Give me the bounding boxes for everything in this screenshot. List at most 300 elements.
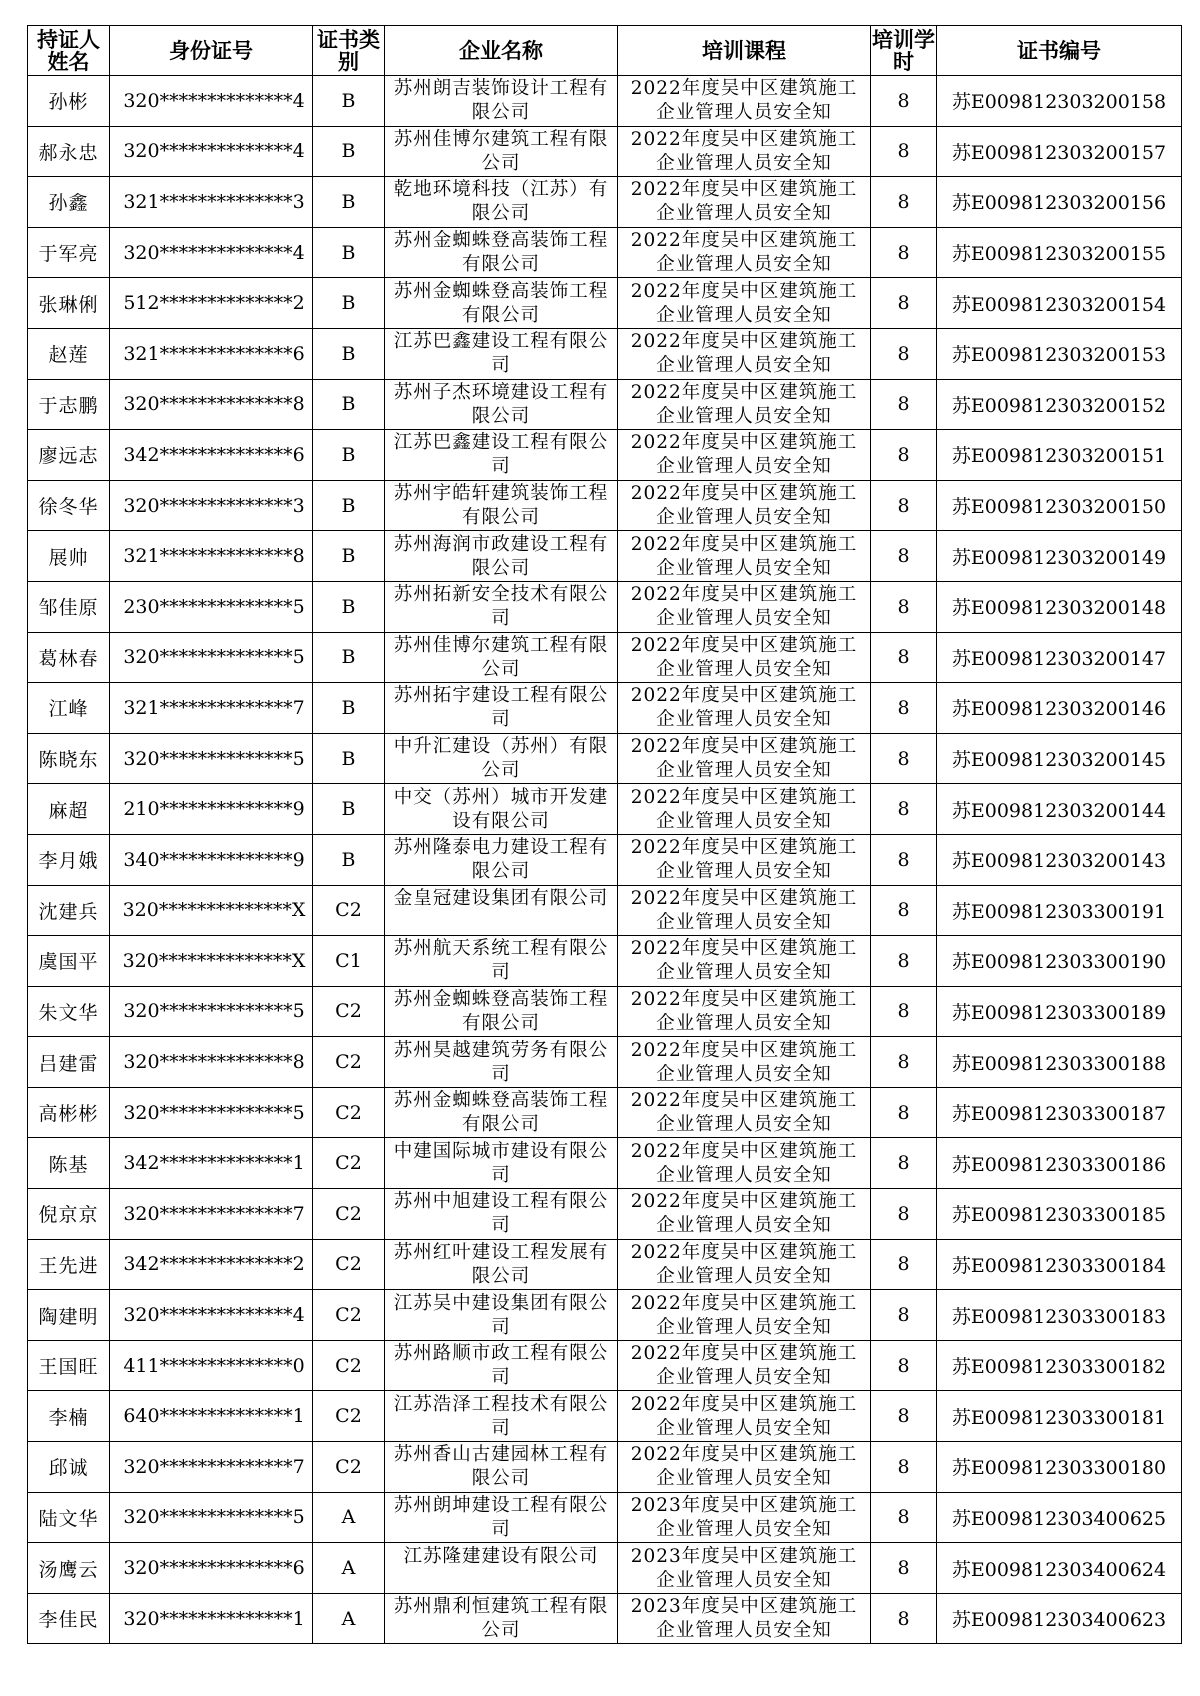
company-cell-text: 苏州朗吉装饰设计工程有限公司 bbox=[393, 78, 609, 124]
holder-name-cell: 李楠 bbox=[28, 1391, 110, 1442]
id-number-cell: 320**************4 bbox=[110, 227, 313, 278]
table-row bbox=[28, 379, 1182, 430]
hours-cell: 8 bbox=[871, 1442, 937, 1493]
course-cell bbox=[618, 1290, 871, 1341]
course-cell-text: 2022年度吴中区建筑施工企业管理人员安全知 bbox=[630, 1039, 858, 1085]
company-cell-text: 苏州拓宇建设工程有限公司 bbox=[393, 685, 609, 731]
cert-number-cell: 苏E009812303200153 bbox=[937, 328, 1182, 379]
table-row bbox=[28, 581, 1182, 632]
cert-type-cell: C2 bbox=[313, 1442, 385, 1493]
company-cell-text: 苏州子杰环境建设工程有限公司 bbox=[393, 381, 609, 427]
cert-number-cell: 苏E009812303400623 bbox=[937, 1593, 1182, 1644]
company-cell bbox=[385, 531, 618, 582]
cert-number-cell: 苏E009812303200149 bbox=[937, 531, 1182, 582]
holder-name-cell: 李月娥 bbox=[28, 834, 110, 885]
table-row bbox=[28, 1492, 1182, 1543]
id-number-cell: 640**************1 bbox=[110, 1391, 313, 1442]
company-cell-text: 苏州金蜘蛛登高装饰工程有限公司 bbox=[393, 988, 609, 1034]
table-row bbox=[28, 784, 1182, 835]
id-number-cell: 320**************7 bbox=[110, 1442, 313, 1493]
company-cell-text: 乾地环境科技（江苏）有限公司 bbox=[393, 179, 609, 225]
company-cell-text: 江苏吴中建设集团有限公司 bbox=[393, 1292, 609, 1338]
cert-type-cell: B bbox=[313, 834, 385, 885]
table-row bbox=[28, 1239, 1182, 1290]
holder-name-cell: 邱诚 bbox=[28, 1442, 110, 1493]
cert-type-cell: C2 bbox=[313, 1391, 385, 1442]
cert-number-cell: 苏E009812303200154 bbox=[937, 278, 1182, 329]
table-row bbox=[28, 733, 1182, 784]
company-cell bbox=[385, 1087, 618, 1138]
table-row bbox=[28, 1138, 1182, 1189]
id-number-cell: 342**************6 bbox=[110, 430, 313, 481]
hours-cell: 8 bbox=[871, 986, 937, 1037]
course-cell-text: 2022年度吴中区建筑施工企业管理人员安全知 bbox=[630, 179, 858, 225]
course-cell-text: 2022年度吴中区建筑施工企业管理人员安全知 bbox=[630, 1191, 858, 1237]
header-holder-name: 持证人姓名 bbox=[28, 26, 110, 76]
hours-cell: 8 bbox=[871, 328, 937, 379]
id-number-cell: 210**************9 bbox=[110, 784, 313, 835]
certificate-table bbox=[27, 25, 1182, 1644]
course-cell-text: 2022年度吴中区建筑施工企业管理人员安全知 bbox=[630, 887, 858, 933]
cert-type-cell: B bbox=[313, 581, 385, 632]
holder-name-cell: 沈建兵 bbox=[28, 885, 110, 936]
company-cell-text: 中升汇建设（苏州）有限公司 bbox=[393, 736, 609, 782]
header-id-number: 身份证号 bbox=[110, 26, 313, 76]
course-cell bbox=[618, 1442, 871, 1493]
company-cell-text: 苏州鼎利恒建筑工程有限公司 bbox=[393, 1596, 609, 1642]
table-row bbox=[28, 936, 1182, 987]
course-cell bbox=[618, 1189, 871, 1240]
id-number-cell: 320**************7 bbox=[110, 1189, 313, 1240]
holder-name-cell: 麻超 bbox=[28, 784, 110, 835]
course-cell bbox=[618, 76, 871, 127]
company-cell bbox=[385, 1391, 618, 1442]
company-cell bbox=[385, 430, 618, 481]
header-company: 企业名称 bbox=[385, 26, 618, 76]
table-row bbox=[28, 1442, 1182, 1493]
cert-number-cell: 苏E009812303200146 bbox=[937, 683, 1182, 734]
cert-number-cell: 苏E009812303300186 bbox=[937, 1138, 1182, 1189]
course-cell bbox=[618, 885, 871, 936]
course-cell bbox=[618, 126, 871, 177]
hours-cell: 8 bbox=[871, 1290, 937, 1341]
company-cell-text: 中建国际城市建设有限公司 bbox=[393, 1140, 609, 1186]
course-cell-text: 2022年度吴中区建筑施工企业管理人员安全知 bbox=[630, 988, 858, 1034]
company-cell-text: 苏州宇皓轩建筑装饰工程有限公司 bbox=[393, 483, 609, 529]
cert-type-cell: C2 bbox=[313, 1087, 385, 1138]
hours-cell: 8 bbox=[871, 733, 937, 784]
hours-cell: 8 bbox=[871, 1492, 937, 1543]
id-number-cell: 411**************0 bbox=[110, 1340, 313, 1391]
cert-number-cell: 苏E009812303200148 bbox=[937, 581, 1182, 632]
cert-type-cell: A bbox=[313, 1543, 385, 1594]
company-cell bbox=[385, 177, 618, 228]
cert-number-cell: 苏E009812303200157 bbox=[937, 126, 1182, 177]
table-row bbox=[28, 531, 1182, 582]
id-number-cell: 512**************2 bbox=[110, 278, 313, 329]
table-row bbox=[28, 328, 1182, 379]
company-cell bbox=[385, 278, 618, 329]
table-row bbox=[28, 278, 1182, 329]
id-number-cell: 320**************4 bbox=[110, 76, 313, 127]
id-number-cell: 320**************5 bbox=[110, 1087, 313, 1138]
course-cell-text: 2022年度吴中区建筑施工企业管理人员安全知 bbox=[630, 381, 858, 427]
cert-number-cell: 苏E009812303200151 bbox=[937, 430, 1182, 481]
cert-number-cell: 苏E009812303300182 bbox=[937, 1340, 1182, 1391]
cert-type-cell: B bbox=[313, 328, 385, 379]
holder-name-cell: 吕建雷 bbox=[28, 1037, 110, 1088]
course-cell-text: 2022年度吴中区建筑施工企业管理人员安全知 bbox=[630, 128, 858, 174]
holder-name-cell: 陆文华 bbox=[28, 1492, 110, 1543]
company-cell-text: 苏州路顺市政工程有限公司 bbox=[393, 1343, 609, 1389]
holder-name-cell: 廖远志 bbox=[28, 430, 110, 481]
cert-type-cell: C2 bbox=[313, 885, 385, 936]
cert-number-cell: 苏E009812303300181 bbox=[937, 1391, 1182, 1442]
hours-cell: 8 bbox=[871, 480, 937, 531]
company-cell bbox=[385, 986, 618, 1037]
hours-cell: 8 bbox=[871, 177, 937, 228]
cert-number-cell: 苏E009812303300185 bbox=[937, 1189, 1182, 1240]
cert-type-cell: C2 bbox=[313, 986, 385, 1037]
course-cell-text: 2022年度吴中区建筑施工企业管理人员安全知 bbox=[630, 1090, 858, 1136]
company-cell bbox=[385, 1340, 618, 1391]
company-cell-text: 苏州佳博尔建筑工程有限公司 bbox=[393, 128, 609, 174]
cert-type-cell: C2 bbox=[313, 1138, 385, 1189]
hours-cell: 8 bbox=[871, 784, 937, 835]
id-number-cell: 320**************5 bbox=[110, 733, 313, 784]
header-hours: 培训学时 bbox=[872, 27, 935, 74]
table-row bbox=[28, 126, 1182, 177]
course-cell bbox=[618, 1543, 871, 1594]
table-body bbox=[28, 76, 1182, 1644]
id-number-cell: 320**************5 bbox=[110, 632, 313, 683]
id-number-cell: 342**************1 bbox=[110, 1138, 313, 1189]
course-cell bbox=[618, 1239, 871, 1290]
course-cell bbox=[618, 177, 871, 228]
holder-name-cell: 王先进 bbox=[28, 1239, 110, 1290]
holder-name-cell: 陈基 bbox=[28, 1138, 110, 1189]
table-row bbox=[28, 1593, 1182, 1644]
table-row bbox=[28, 1391, 1182, 1442]
id-number-cell: 321**************8 bbox=[110, 531, 313, 582]
holder-name-cell: 赵莲 bbox=[28, 328, 110, 379]
cert-type-cell: B bbox=[313, 278, 385, 329]
hours-cell: 8 bbox=[871, 885, 937, 936]
company-cell-text: 苏州隆泰电力建设工程有限公司 bbox=[393, 837, 609, 883]
holder-name-cell: 孙鑫 bbox=[28, 177, 110, 228]
hours-cell: 8 bbox=[871, 683, 937, 734]
course-cell-text: 2022年度吴中区建筑施工企业管理人员安全知 bbox=[630, 1140, 858, 1186]
id-number-cell: 321**************6 bbox=[110, 328, 313, 379]
cert-number-cell: 苏E009812303200147 bbox=[937, 632, 1182, 683]
cert-number-cell: 苏E009812303200143 bbox=[937, 834, 1182, 885]
hours-cell: 8 bbox=[871, 126, 937, 177]
cert-type-cell: B bbox=[313, 430, 385, 481]
cert-number-cell: 苏E009812303200156 bbox=[937, 177, 1182, 228]
company-cell-text: 苏州金蜘蛛登高装饰工程有限公司 bbox=[393, 230, 609, 276]
id-number-cell: 321**************7 bbox=[110, 683, 313, 734]
id-number-cell: 321**************3 bbox=[110, 177, 313, 228]
cert-number-cell: 苏E009812303400625 bbox=[937, 1492, 1182, 1543]
hours-cell: 8 bbox=[871, 1391, 937, 1442]
hours-cell: 8 bbox=[871, 76, 937, 127]
table-header-row bbox=[28, 26, 1182, 76]
company-cell bbox=[385, 784, 618, 835]
hours-cell: 8 bbox=[871, 1340, 937, 1391]
table-row bbox=[28, 986, 1182, 1037]
course-cell bbox=[618, 1593, 871, 1644]
cert-number-cell: 苏E009812303300189 bbox=[937, 986, 1182, 1037]
course-cell bbox=[618, 1087, 871, 1138]
hours-cell: 8 bbox=[871, 1239, 937, 1290]
course-cell bbox=[618, 1391, 871, 1442]
course-cell-text: 2023年度吴中区建筑施工企业管理人员安全知 bbox=[630, 1494, 858, 1540]
holder-name-cell: 汤鹰云 bbox=[28, 1543, 110, 1594]
course-cell-text: 2022年度吴中区建筑施工企业管理人员安全知 bbox=[630, 483, 858, 529]
cert-number-cell: 苏E009812303400624 bbox=[937, 1543, 1182, 1594]
holder-name-cell: 陶建明 bbox=[28, 1290, 110, 1341]
company-cell bbox=[385, 1442, 618, 1493]
id-number-cell: 320**************3 bbox=[110, 480, 313, 531]
company-cell bbox=[385, 480, 618, 531]
table-row bbox=[28, 834, 1182, 885]
table-row bbox=[28, 177, 1182, 228]
header-cert-type: 证书类别 bbox=[313, 26, 385, 76]
cert-type-cell: B bbox=[313, 76, 385, 127]
holder-name-cell: 江峰 bbox=[28, 683, 110, 734]
course-cell bbox=[618, 531, 871, 582]
company-cell bbox=[385, 683, 618, 734]
holder-name-cell: 倪京京 bbox=[28, 1189, 110, 1240]
cert-type-cell: B bbox=[313, 126, 385, 177]
course-cell-text: 2022年度吴中区建筑施工企业管理人员安全知 bbox=[630, 230, 858, 276]
company-cell-text: 江苏巴鑫建设工程有限公司 bbox=[393, 331, 609, 377]
company-cell-text: 苏州朗坤建设工程有限公司 bbox=[393, 1494, 609, 1540]
id-number-cell: 320**************8 bbox=[110, 379, 313, 430]
company-cell bbox=[385, 1189, 618, 1240]
course-cell-text: 2022年度吴中区建筑施工企业管理人员安全知 bbox=[630, 432, 858, 478]
company-cell bbox=[385, 581, 618, 632]
course-cell-text: 2022年度吴中区建筑施工企业管理人员安全知 bbox=[630, 634, 858, 680]
course-cell-text: 2022年度吴中区建筑施工企业管理人员安全知 bbox=[630, 786, 858, 832]
hours-cell: 8 bbox=[871, 581, 937, 632]
holder-name-cell: 葛林春 bbox=[28, 632, 110, 683]
course-cell-text: 2022年度吴中区建筑施工企业管理人员安全知 bbox=[630, 533, 858, 579]
cert-type-cell: C2 bbox=[313, 1239, 385, 1290]
hours-cell: 8 bbox=[871, 1087, 937, 1138]
cert-type-cell: C1 bbox=[313, 936, 385, 987]
table-row bbox=[28, 1290, 1182, 1341]
cert-number-cell: 苏E009812303300184 bbox=[937, 1239, 1182, 1290]
table-row bbox=[28, 885, 1182, 936]
id-number-cell: 342**************2 bbox=[110, 1239, 313, 1290]
hours-cell: 8 bbox=[871, 227, 937, 278]
hours-cell: 8 bbox=[871, 632, 937, 683]
company-cell-text: 苏州中旭建设工程有限公司 bbox=[393, 1191, 609, 1237]
course-cell-text: 2022年度吴中区建筑施工企业管理人员安全知 bbox=[630, 280, 858, 326]
course-cell-text: 2022年度吴中区建筑施工企业管理人员安全知 bbox=[630, 938, 858, 984]
course-cell-text: 2022年度吴中区建筑施工企业管理人员安全知 bbox=[630, 1241, 858, 1287]
company-cell bbox=[385, 1239, 618, 1290]
cert-type-cell: C2 bbox=[313, 1290, 385, 1341]
holder-name-cell: 于志鹏 bbox=[28, 379, 110, 430]
hours-cell: 8 bbox=[871, 278, 937, 329]
hours-cell: 8 bbox=[871, 1543, 937, 1594]
cert-type-cell: B bbox=[313, 531, 385, 582]
cert-number-cell: 苏E009812303200144 bbox=[937, 784, 1182, 835]
company-cell bbox=[385, 227, 618, 278]
course-cell bbox=[618, 1340, 871, 1391]
course-cell-text: 2022年度吴中区建筑施工企业管理人员安全知 bbox=[630, 331, 858, 377]
table-row bbox=[28, 683, 1182, 734]
course-cell bbox=[618, 733, 871, 784]
cert-number-cell: 苏E009812303200158 bbox=[937, 76, 1182, 127]
table-row bbox=[28, 1189, 1182, 1240]
table-row bbox=[28, 1543, 1182, 1594]
company-cell-text: 金皇冠建设集团有限公司 bbox=[393, 887, 609, 909]
course-cell-text: 2023年度吴中区建筑施工企业管理人员安全知 bbox=[630, 1545, 858, 1591]
holder-name-cell: 郝永忠 bbox=[28, 126, 110, 177]
cert-number-cell: 苏E009812303200155 bbox=[937, 227, 1182, 278]
table-row bbox=[28, 480, 1182, 531]
table-row bbox=[28, 76, 1182, 127]
company-cell bbox=[385, 126, 618, 177]
course-cell-text: 2022年度吴中区建筑施工企业管理人员安全知 bbox=[630, 736, 858, 782]
id-number-cell: 320**************4 bbox=[110, 1290, 313, 1341]
cert-type-cell: B bbox=[313, 480, 385, 531]
course-cell-text: 2023年度吴中区建筑施工企业管理人员安全知 bbox=[630, 1596, 858, 1642]
holder-name-cell: 展帅 bbox=[28, 531, 110, 582]
cert-type-cell: A bbox=[313, 1593, 385, 1644]
course-cell bbox=[618, 1037, 871, 1088]
course-cell bbox=[618, 328, 871, 379]
holder-name-cell: 邹佳原 bbox=[28, 581, 110, 632]
header-course: 培训课程 bbox=[618, 26, 871, 76]
company-cell bbox=[385, 1543, 618, 1594]
holder-name-cell: 于军亮 bbox=[28, 227, 110, 278]
id-number-cell: 320**************X bbox=[110, 936, 313, 987]
cert-type-cell: A bbox=[313, 1492, 385, 1543]
course-cell bbox=[618, 379, 871, 430]
company-cell bbox=[385, 1037, 618, 1088]
course-cell-text: 2022年度吴中区建筑施工企业管理人员安全知 bbox=[630, 837, 858, 883]
cert-number-cell: 苏E009812303300187 bbox=[937, 1087, 1182, 1138]
company-cell bbox=[385, 733, 618, 784]
hours-cell: 8 bbox=[871, 379, 937, 430]
holder-name-cell: 虞国平 bbox=[28, 936, 110, 987]
id-number-cell: 320**************X bbox=[110, 885, 313, 936]
table-row bbox=[28, 1340, 1182, 1391]
course-cell bbox=[618, 227, 871, 278]
table-row bbox=[28, 632, 1182, 683]
course-cell-text: 2022年度吴中区建筑施工企业管理人员安全知 bbox=[630, 1343, 858, 1389]
cert-number-cell: 苏E009812303300190 bbox=[937, 936, 1182, 987]
hours-cell: 8 bbox=[871, 1189, 937, 1240]
course-cell bbox=[618, 430, 871, 481]
course-cell bbox=[618, 834, 871, 885]
cert-type-cell: C2 bbox=[313, 1189, 385, 1240]
id-number-cell: 320**************5 bbox=[110, 986, 313, 1037]
company-cell bbox=[385, 834, 618, 885]
id-number-cell: 230**************5 bbox=[110, 581, 313, 632]
id-number-cell: 320**************5 bbox=[110, 1492, 313, 1543]
cert-type-cell: B bbox=[313, 733, 385, 784]
course-cell bbox=[618, 1492, 871, 1543]
cert-number-cell: 苏E009812303300180 bbox=[937, 1442, 1182, 1493]
cert-type-cell: B bbox=[313, 177, 385, 228]
id-number-cell: 340**************9 bbox=[110, 834, 313, 885]
course-cell bbox=[618, 986, 871, 1037]
course-cell bbox=[618, 632, 871, 683]
holder-name-cell: 朱文华 bbox=[28, 986, 110, 1037]
course-cell bbox=[618, 784, 871, 835]
company-cell bbox=[385, 885, 618, 936]
company-cell bbox=[385, 632, 618, 683]
course-cell-text: 2022年度吴中区建筑施工企业管理人员安全知 bbox=[630, 78, 858, 124]
company-cell bbox=[385, 328, 618, 379]
course-cell bbox=[618, 936, 871, 987]
holder-name-cell: 王国旺 bbox=[28, 1340, 110, 1391]
course-cell bbox=[618, 480, 871, 531]
cert-number-cell: 苏E009812303200150 bbox=[937, 480, 1182, 531]
holder-name-cell: 孙彬 bbox=[28, 76, 110, 127]
cert-number-cell: 苏E009812303300188 bbox=[937, 1037, 1182, 1088]
hours-cell: 8 bbox=[871, 1593, 937, 1644]
company-cell bbox=[385, 1593, 618, 1644]
cert-number-cell: 苏E009812303300191 bbox=[937, 885, 1182, 936]
company-cell-text: 苏州金蜘蛛登高装饰工程有限公司 bbox=[393, 1090, 609, 1136]
hours-cell: 8 bbox=[871, 834, 937, 885]
holder-name-cell: 张琳俐 bbox=[28, 278, 110, 329]
company-cell-text: 苏州航天系统工程有限公司 bbox=[393, 938, 609, 984]
table-row bbox=[28, 227, 1182, 278]
company-cell-text: 江苏浩泽工程技术有限公司 bbox=[393, 1393, 609, 1439]
course-cell-text: 2022年度吴中区建筑施工企业管理人员安全知 bbox=[630, 685, 858, 731]
table-row bbox=[28, 1087, 1182, 1138]
id-number-cell: 320**************1 bbox=[110, 1593, 313, 1644]
cert-type-cell: C2 bbox=[313, 1340, 385, 1391]
cert-type-cell: B bbox=[313, 632, 385, 683]
course-cell-text: 2022年度吴中区建筑施工企业管理人员安全知 bbox=[630, 1444, 858, 1490]
course-cell-text: 2022年度吴中区建筑施工企业管理人员安全知 bbox=[630, 1292, 858, 1338]
cert-type-cell: B bbox=[313, 227, 385, 278]
course-cell bbox=[618, 1138, 871, 1189]
hours-cell: 8 bbox=[871, 430, 937, 481]
company-cell bbox=[385, 379, 618, 430]
company-cell-text: 苏州昊越建筑劳务有限公司 bbox=[393, 1039, 609, 1085]
company-cell-text: 苏州佳博尔建筑工程有限公司 bbox=[393, 634, 609, 680]
company-cell bbox=[385, 76, 618, 127]
hours-cell: 8 bbox=[871, 1037, 937, 1088]
course-cell-text: 2022年度吴中区建筑施工企业管理人员安全知 bbox=[630, 1393, 858, 1439]
course-cell bbox=[618, 278, 871, 329]
company-cell-text: 中交（苏州）城市开发建设有限公司 bbox=[393, 786, 609, 832]
holder-name-cell: 高彬彬 bbox=[28, 1087, 110, 1138]
table-row bbox=[28, 1037, 1182, 1088]
hours-cell: 8 bbox=[871, 1138, 937, 1189]
holder-name-cell: 李佳民 bbox=[28, 1593, 110, 1644]
company-cell-text: 苏州海润市政建设工程有限公司 bbox=[393, 533, 609, 579]
cert-number-cell: 苏E009812303300183 bbox=[937, 1290, 1182, 1341]
course-cell-text: 2022年度吴中区建筑施工企业管理人员安全知 bbox=[630, 584, 858, 630]
course-cell bbox=[618, 683, 871, 734]
holder-name-cell: 徐冬华 bbox=[28, 480, 110, 531]
id-number-cell: 320**************4 bbox=[110, 126, 313, 177]
company-cell bbox=[385, 936, 618, 987]
cert-number-cell: 苏E009812303200145 bbox=[937, 733, 1182, 784]
cert-type-cell: B bbox=[313, 379, 385, 430]
cert-type-cell: B bbox=[313, 683, 385, 734]
